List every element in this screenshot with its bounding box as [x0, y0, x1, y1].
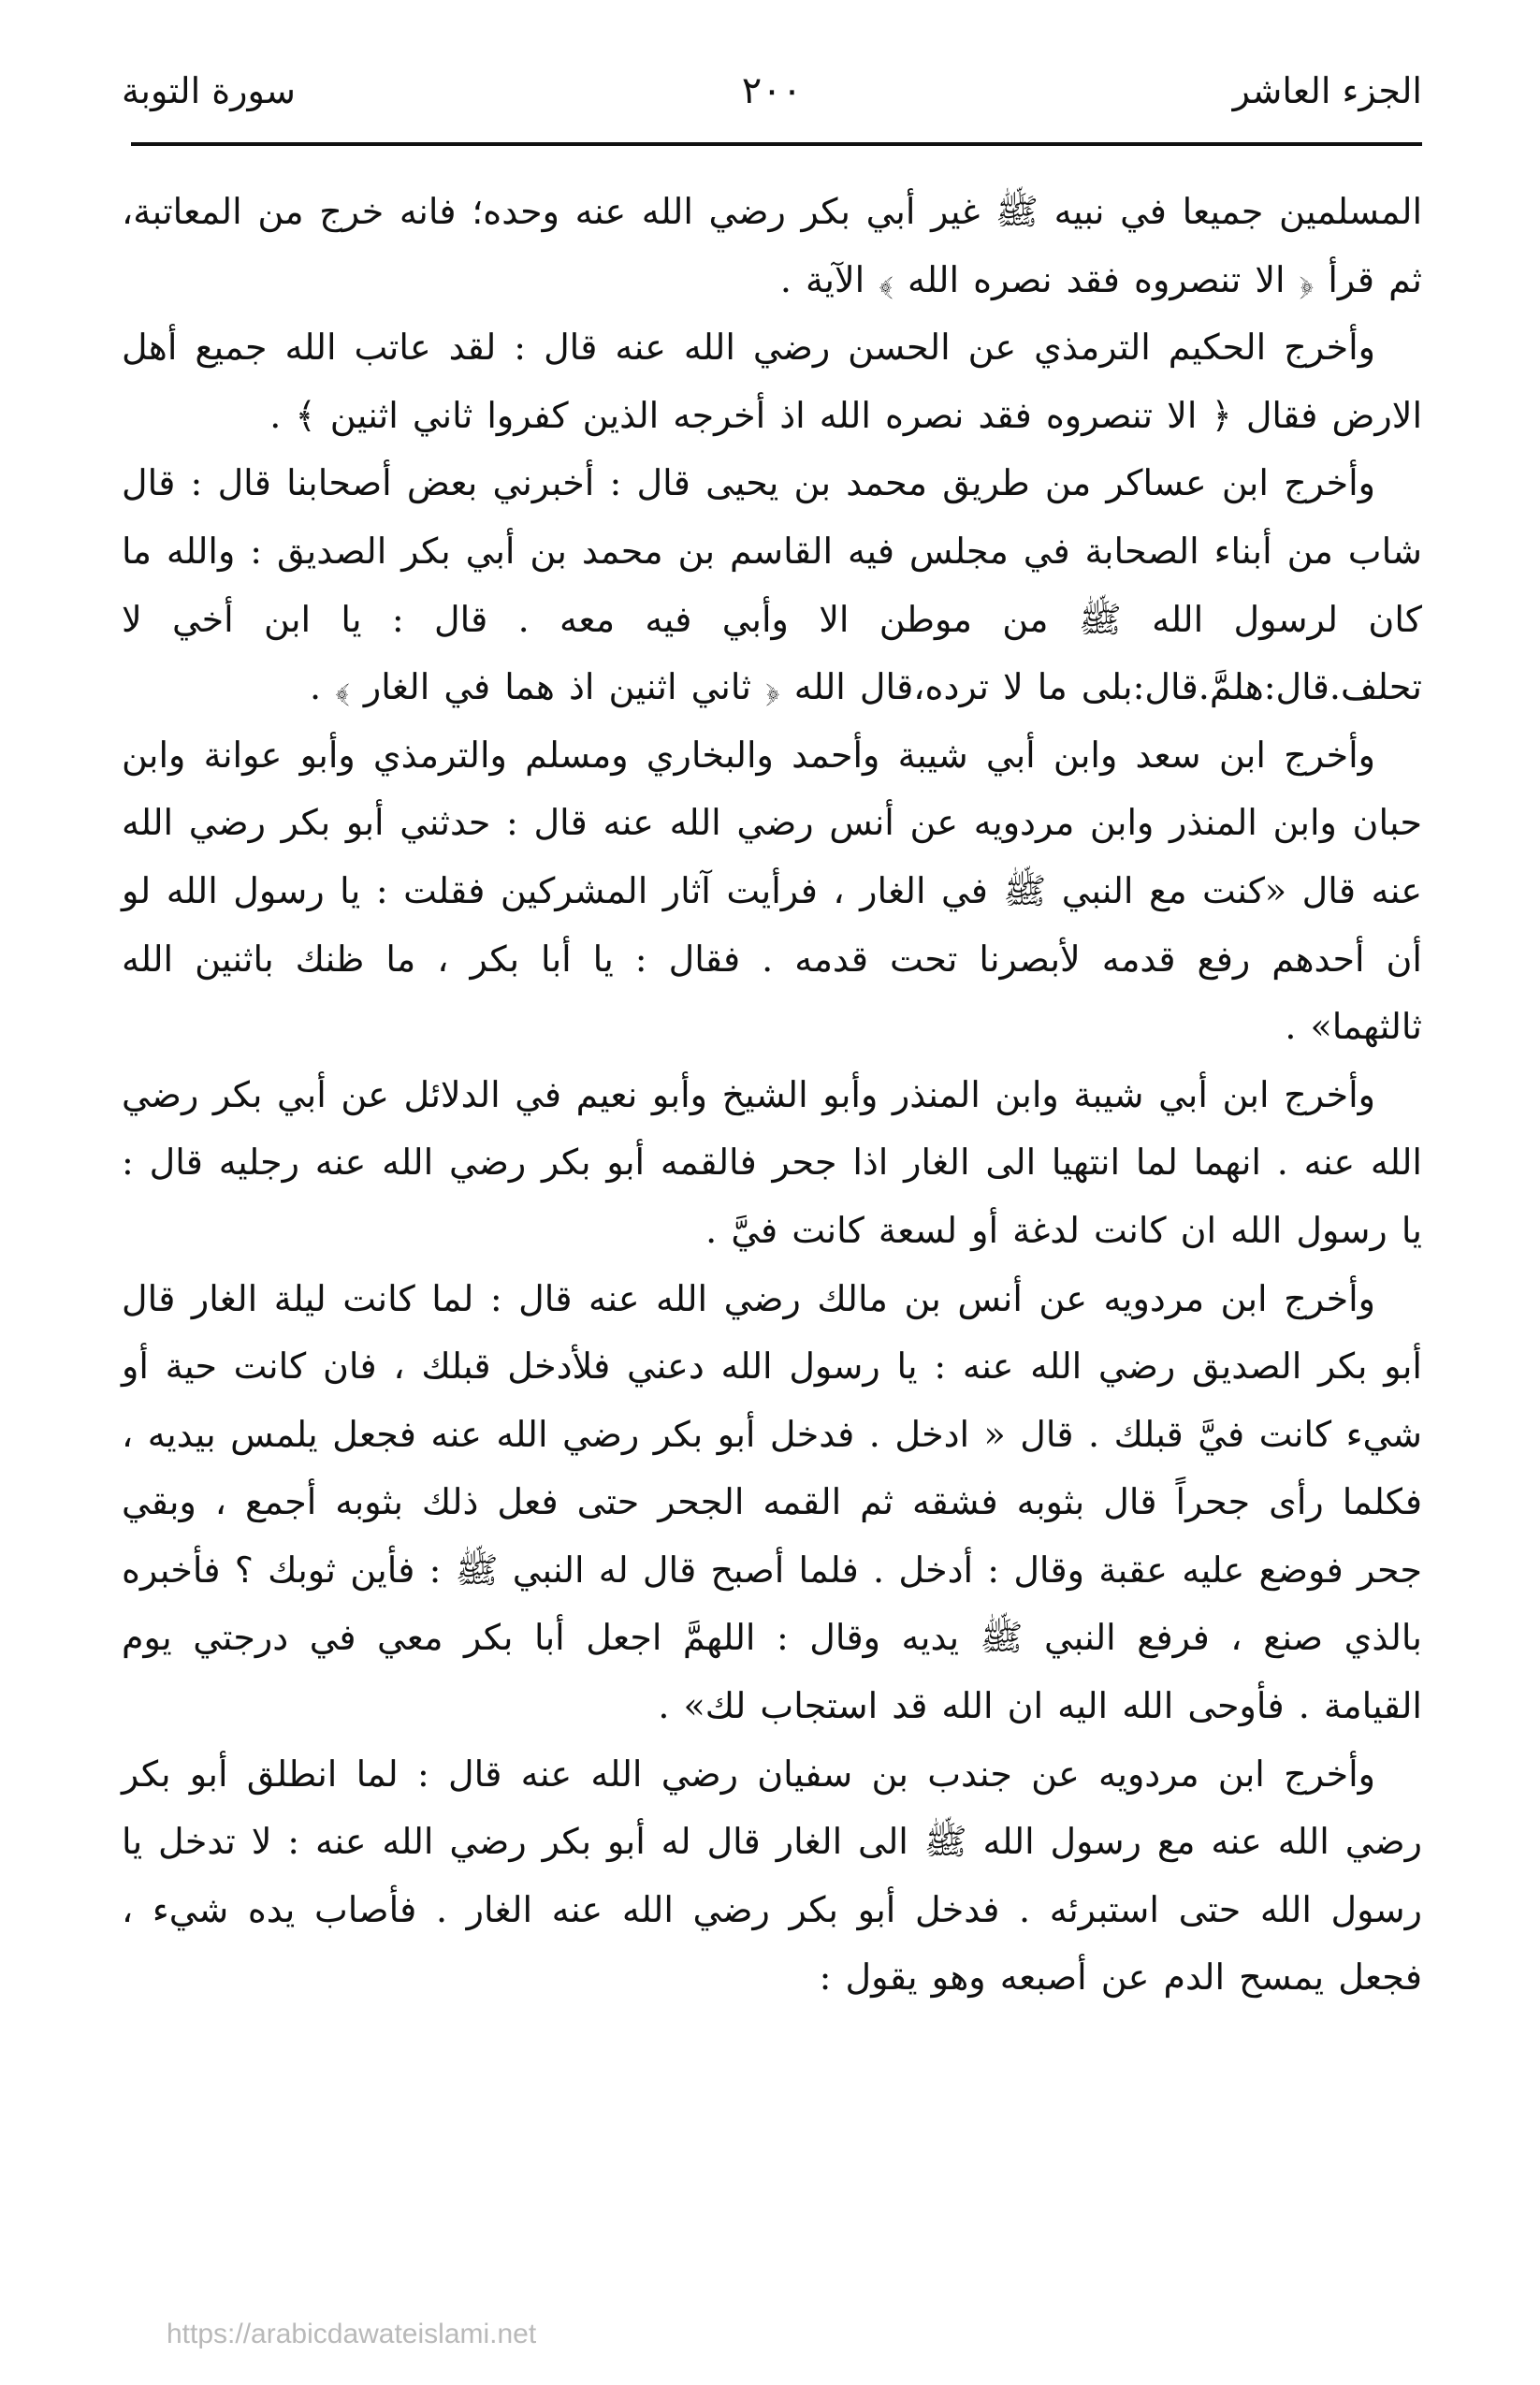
surah-label: سورة التوبة — [122, 70, 296, 111]
paragraph-4: وأخرج ابن سعد وابن أبي شيبة وأحمد والبخاري ومسلم والترمذي وأبو عوانة وابن حبان وابن المنذر وابن مردويه عن أنس رضي الله عنه قال : حدثني أبو بكر رضي الله عنه قال «كنت مع النبي ﷺ في الغار ، فرأيت آثار المشركين فقلت : يا رسول الله لو أن أحدهم رفع قدمه لأبصرنا تحت قدمه . فقال : يا أبا بكر ، ما ظنك باثنين الله ثالثهما» . — [122, 734, 1422, 1048]
paragraph-6: وأخرج ابن مردويه عن أنس بن مالك رضي الله عنه قال : لما كانت ليلة الغار قال أبو بكر الصديق رضي الله عنه : يا رسول الله دعني فلأدخل قبلك ، فان كانت حية أو شيء كانت فيَّ قبلك . قال « ادخل . فدخل أبو بكر رضي الله عنه فجعل يلمس بيديه ، فكلما رأى جحراً قال بثوبه فشقه ثم القمه الجحر حتى فعل ذلك بثوبه أجمع ، وبقي جحر فوضع عليه عقبة وقال : أدخل . فلما أصبح قال له النبي ﷺ : فأين ثوبك ؟ فأخبره بالذي صنع ، فرفع النبي ﷺ يديه وقال : اللهمَّ اجعل أبا بكر معي في درجتي يوم القيامة . فأوحى الله اليه ان الله قد استجاب لك» . — [122, 1277, 1422, 1727]
watermark-url: https://arabicdawateislami.net — [167, 2319, 537, 2349]
page-body — [122, 178, 1422, 2012]
paragraph-2: وأخرج الحكيم الترمذي عن الحسن رضي الله عنه قال : لقد عاتب الله جميع أهل الارض فقال ﴿ الا تنصروه فقد نصره الله اذ أخرجه الذين كفروا ثاني اثنين ﴾ . — [122, 327, 1422, 436]
paragraph-1: المسلمين جميعا في نبيه ﷺ غير أبي بكر رضي الله عنه وحده؛ فانه خرج من المعاتبة، ثم قرأ ﴿ الا تنصروه فقد نصره الله ﴾ الآية . — [122, 191, 1422, 300]
paragraph-3: وأخرج ابن عساكر من طريق محمد بن يحيى قال : أخبرني بعض أصحابنا قال : قال شاب من أبناء الصحابة في مجلس فيه القاسم بن محمد بن أبي بكر الصديق : والله ما كان لرسول الله ﷺ من موطن الا وأبي فيه معه . قال : يا ابن أخي لا تحلف.قال:هلمَّ.قال:بلى ما لا ترده،قال الله ﴿ ثاني اثنين اذ هما في الغار ﴾ . — [122, 462, 1422, 708]
page-header — [122, 58, 1422, 124]
volume-label: الجزء العاشر — [1232, 70, 1422, 111]
paragraph-5: وأخرج ابن أبي شيبة وابن المنذر وأبو الشيخ وأبو نعيم في الدلائل عن أبي بكر رضي الله عنه . انهما لما انتهيا الى الغار اذا جحر فالقمه أبو بكر رضي الله عنه رجليه قال : يا رسول الله ان كانت لدغة أو لسعة كانت فيَّ . — [122, 1073, 1422, 1251]
page-number: ٢٠٠ — [741, 69, 803, 112]
header-rule — [131, 142, 1422, 146]
paragraph-7: وأخرج ابن مردويه عن جندب بن سفيان رضي الله عنه قال : لما انطلق أبو بكر رضي الله عنه مع رسول الله ﷺ الى الغار قال له أبو بكر رضي الله عنه : لا تدخل يا رسول الله حتى استبرئه . فدخل أبو بكر رضي الله عنه الغار . فأصاب يده شيء ، فجعل يمسح الدم عن أصبعه وهو يقول : — [122, 1752, 1422, 1999]
